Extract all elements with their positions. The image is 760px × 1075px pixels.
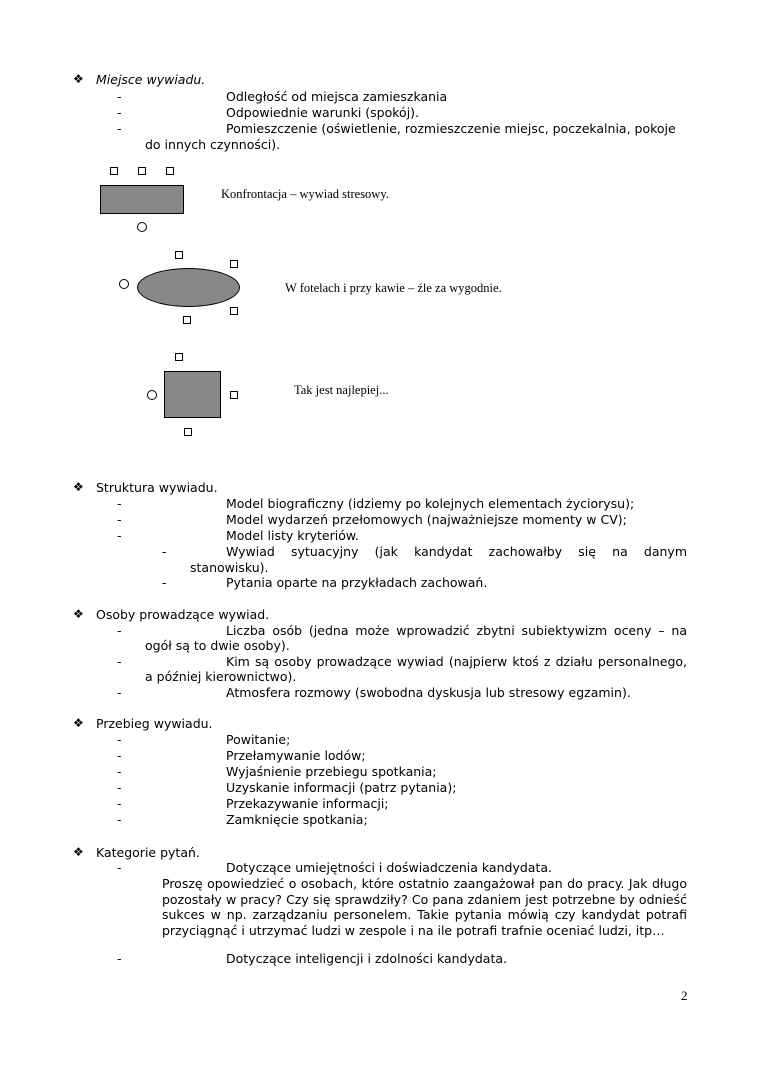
- section-title: Miejsce wywiadu.: [96, 72, 206, 87]
- page-number: 2: [681, 988, 688, 1003]
- list-item: Model wydarzeń przełomowych (najważniejsze momenty w CV);: [226, 512, 627, 527]
- sub-list-item: Pytania oparte na przykładach zachowań.: [226, 575, 488, 590]
- sub-list-item-continuation: stanowisku).: [190, 560, 269, 575]
- diagram-label: W fotelach i przy kawie – źle za wygodnie.: [285, 281, 502, 295]
- section-title: Osoby prowadzące wywiad.: [96, 607, 270, 622]
- bullet-icon: ❖: [73, 72, 84, 86]
- chair-square: [175, 353, 183, 361]
- table-square: [164, 371, 221, 418]
- dash-marker: -: [117, 951, 122, 966]
- chair-square: [175, 251, 183, 259]
- list-item-continuation: do innych czynności).: [145, 137, 281, 152]
- section-title: Struktura wywiadu.: [96, 480, 218, 495]
- chair-square: [230, 260, 238, 268]
- chair-square: [184, 428, 192, 436]
- chair-square: [230, 307, 238, 315]
- list-item: Pomieszczenie (oświetlenie, rozmieszczenie miejsc, poczekalnia, pokoje: [226, 121, 676, 136]
- list-item-continuation: ogół są to dwie osoby).: [145, 638, 290, 653]
- section-title: Przebieg wywiadu.: [96, 716, 213, 731]
- list-item: Model listy kryteriów.: [226, 528, 359, 543]
- list-item: Przekazywanie informacji;: [226, 796, 389, 811]
- dash-marker: -: [117, 89, 122, 104]
- dash-marker: -: [162, 544, 167, 559]
- chair-square: [230, 391, 238, 399]
- dash-marker: -: [117, 780, 122, 795]
- candidate-circle: [137, 222, 147, 232]
- dash-marker: -: [117, 812, 122, 827]
- dash-marker: -: [117, 496, 122, 511]
- list-item: Przełamywanie lodów;: [226, 748, 366, 763]
- chair-square: [138, 167, 146, 175]
- bullet-icon: ❖: [73, 480, 84, 494]
- list-item: Wyjaśnienie przebiegu spotkania;: [226, 764, 437, 779]
- list-item: Powitanie;: [226, 732, 291, 747]
- bullet-icon: ❖: [73, 607, 84, 621]
- dash-marker: -: [117, 732, 122, 747]
- candidate-circle: [147, 390, 157, 400]
- dash-marker: -: [117, 121, 122, 136]
- list-item: Uzyskanie informacji (patrz pytania);: [226, 780, 457, 795]
- list-item: Liczba osób (jedna może wprowadzić zbytni subiektywizm oceny – na: [226, 623, 687, 638]
- candidate-circle: [119, 279, 129, 289]
- dash-marker: -: [117, 105, 122, 120]
- list-item: Odpowiednie warunki (spokój).: [226, 105, 420, 120]
- dash-marker: -: [117, 528, 122, 543]
- list-item: Dotyczące inteligencji i zdolności kandydata.: [226, 951, 507, 966]
- list-item: Kim są osoby prowadzące wywiad (najpierw ktoś z działu personalnego,: [226, 654, 687, 669]
- list-item: Atmosfera rozmowy (swobodna dyskusja lub stresowy egzamin).: [226, 685, 631, 700]
- chair-square: [110, 167, 118, 175]
- dash-marker: -: [117, 685, 122, 700]
- dash-marker: -: [117, 748, 122, 763]
- chair-square: [183, 316, 191, 324]
- list-item: Dotyczące umiejętności i doświadczenia kandydata.: [226, 860, 552, 875]
- list-item-continuation: a później kierownictwo).: [145, 669, 297, 684]
- dash-marker: -: [117, 623, 122, 638]
- diagram-label: Tak jest najlepiej...: [294, 383, 389, 397]
- diagram-label: Konfrontacja – wywiad stresowy.: [221, 187, 389, 201]
- bullet-icon: ❖: [73, 845, 84, 859]
- dash-marker: -: [117, 654, 122, 669]
- list-item: Zamknięcie spotkania;: [226, 812, 368, 827]
- list-item: Odległość od miejsca zamieszkania: [226, 89, 448, 104]
- dash-marker: -: [162, 575, 167, 590]
- list-item: Model biograficzny (idziemy po kolejnych elementach życiorysu);: [226, 496, 635, 511]
- bullet-icon: ❖: [73, 716, 84, 730]
- dash-marker: -: [117, 860, 122, 875]
- table-oval: [137, 268, 240, 307]
- example-paragraph: Proszę opowiedzieć o osobach, które ostatnio zaangażował pan do pracy. Jak długo pozostały w pracy? Czy się sprawdziły? Co pana zdaniem jest potrzebne by odnieść sukces w np. zarządzaniu personelem. Takie pytania mówią czy kandydat potrafi przyciągnąć i utrzymać ludzi w zespole i na ile potrafi trafnie oceniać ludzi, itp…: [162, 876, 687, 938]
- chair-square: [166, 167, 174, 175]
- table-rectangle: [100, 185, 184, 214]
- dash-marker: -: [117, 764, 122, 779]
- sub-list-item: Wywiad sytuacyjny (jak kandydat zachowałby się na danym: [226, 544, 687, 559]
- dash-marker: -: [117, 796, 122, 811]
- dash-marker: -: [117, 512, 122, 527]
- section-title: Kategorie pytań.: [96, 845, 200, 860]
